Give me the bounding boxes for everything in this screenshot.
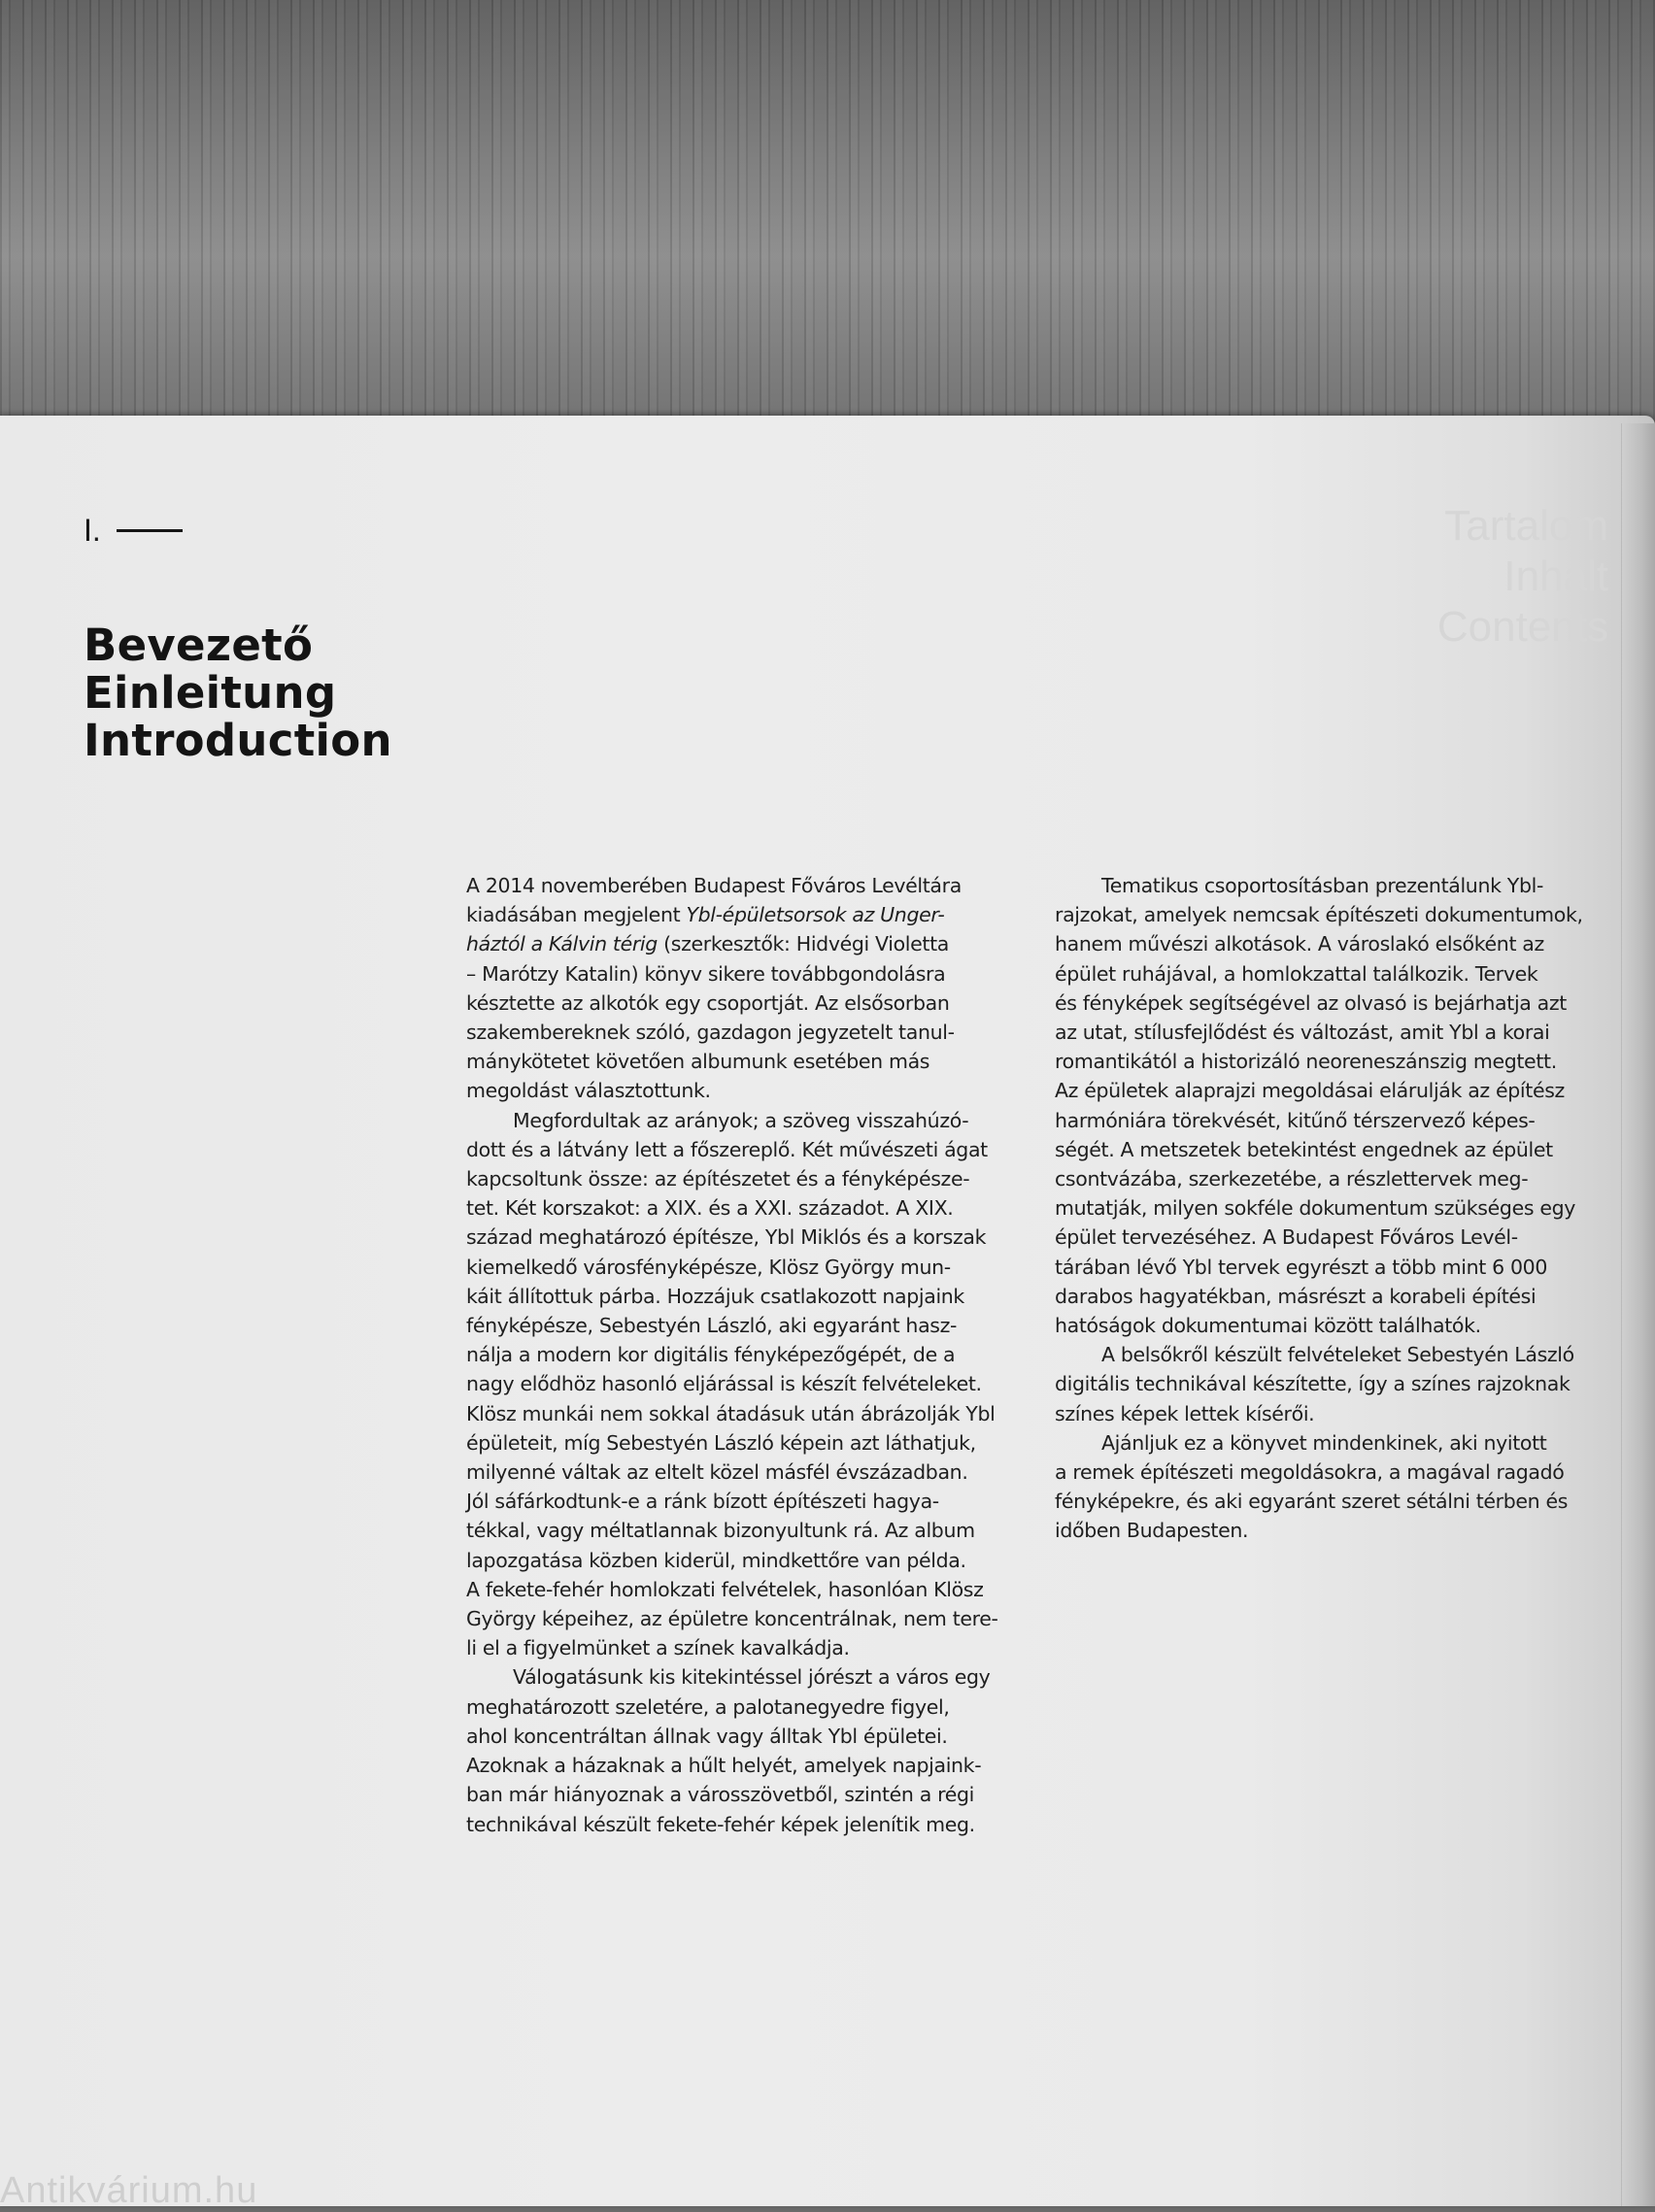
text-column-right [1055, 871, 1610, 1546]
title-english: Introduction [84, 715, 392, 766]
book-title-italic: háztól a Kálvin térig [466, 932, 658, 956]
text-line: Ajánljuk ez a könyvet mindenkinek, aki nyitott [1101, 1430, 1547, 1455]
text-line: darabos hagyatékban, másrészt a korabeli építési [1055, 1284, 1537, 1308]
title-hungarian: Bevezető [84, 620, 314, 671]
chapter-title [84, 621, 392, 764]
text-line: dott és a látvány lett a főszereplő. Két művészeti ágat [466, 1137, 988, 1161]
text-line: tékkal, vagy méltatlannak bizonyultunk rá. Az album [466, 1519, 975, 1543]
paragraph [466, 871, 1030, 1106]
text-line: század meghatározó építésze, Ybl Miklós és a korszak [466, 1225, 987, 1250]
text-line: mutatják, milyen sokféle dokumentum szükséges egy [1055, 1196, 1576, 1221]
text-line: Válogatásunk kis kitekintéssel jórészt a város egy [513, 1665, 991, 1690]
title-german: Einleitung [84, 667, 337, 719]
text-line: nagy elődhöz hasonló eljárással is készít felvételeket. [466, 1372, 982, 1396]
text-line: li el a figyelmünket a színek kavalkádja. [466, 1636, 850, 1660]
text-line [466, 900, 1030, 929]
text-line [466, 929, 1030, 958]
chapter-marker [84, 513, 183, 549]
text-line: káit állítottuk párba. Hozzájuk csatlakozott napjaink [466, 1284, 964, 1308]
text-line: kapcsoltunk össze: az építészetet és a fényképésze- [466, 1167, 970, 1191]
chapter-number: I. [84, 513, 101, 548]
text-line: meghatározott szeletére, a palotanegyedre figyel, [466, 1694, 950, 1719]
text-line: Tematikus csoportosításban prezentálunk Ybl- [1101, 874, 1544, 897]
text-line: Az épületek alaprajzi megoldásai elárulják az építész [1055, 1079, 1565, 1103]
paragraph [466, 1662, 1030, 1838]
text-line: milyenné váltak az eltelt közel másfél évszázadban. [466, 1460, 968, 1485]
text-line: György képeihez, az épületre koncentrálnak, nem tere- [466, 1607, 998, 1631]
text-line: Megfordultak az arányok; a szöveg visszahúzó- [513, 1108, 969, 1132]
text-line: fényképekre, és aki egyaránt szeret sétálni térben és [1055, 1490, 1569, 1514]
show-through-text [1424, 501, 1608, 653]
text-fragment: kiadásában megjelent [466, 903, 687, 927]
page-edge [1621, 423, 1655, 2206]
text-line: színes képek lettek kísérői. [1055, 1401, 1315, 1425]
text-line: és fényképek segítségével az olvasó is bejárhatja azt [1055, 990, 1567, 1015]
text-line: az utat, stílusfejlődést és változást, amit Ybl a korai [1055, 1021, 1550, 1045]
text-line: Jól sáfárkodtunk-e a ránk bízott építészeti hagya- [466, 1490, 939, 1514]
text-line: fényképésze, Sebestyén László, aki egyaránt hasz- [466, 1314, 958, 1338]
watermark: Antikvárium.hu [0, 2170, 258, 2211]
text-line: romantikától a historizáló neoreneszánszig megtett. [1055, 1050, 1557, 1074]
text-line: ségét. A metszetek betekintést engednek az épület [1055, 1137, 1553, 1161]
text-line: hatóságok dokumentumai között találhatók. [1055, 1314, 1481, 1338]
text-line: lapozgatása közben kiderül, mindkettőre van példa. [466, 1548, 966, 1572]
paragraph [466, 1106, 1030, 1663]
text-line: hanem művészi alkotások. A városlakó elsőként az [1055, 932, 1544, 956]
ghost-line: Contents [1436, 603, 1608, 651]
text-line: megoldást választottunk. [466, 1079, 711, 1103]
text-line: ahol koncentráltan állnak vagy álltak Ybl épületei. [466, 1724, 948, 1748]
paragraph [1055, 1340, 1610, 1428]
ghost-line: Inhalt [1503, 553, 1608, 600]
text-line: rajzokat, amelyek nemcsak építészeti dokumentumok, [1055, 903, 1583, 927]
text-line: A belsőkről készült felvételeket Sebestyén László [1101, 1343, 1574, 1367]
text-line: épület tervezéséhez. A Budapest Főváros Levél- [1055, 1225, 1518, 1250]
text-line: tet. Két korszakot: a XIX. és a XXI. századot. A XIX. [466, 1196, 954, 1221]
text-line: csontvázába, szerkezetébe, a részlettervek meg- [1055, 1167, 1529, 1191]
text-line: A fekete-fehér homlokzati felvételek, hasonlóan Klösz [466, 1577, 984, 1601]
text-line: szakembereknek szóló, gazdagon jegyzetelt tanul- [466, 1021, 955, 1045]
text-line: digitális technikával készítette, így a színes rajzoknak [1055, 1372, 1571, 1396]
text-line: időben Budapesten. [1055, 1519, 1249, 1543]
text-line: épület ruhájával, a homlokzattal találkozik. Tervek [1055, 961, 1538, 986]
text-line: kiemelkedő városfényképésze, Klösz György mun- [466, 1255, 951, 1279]
text-line: nálja a modern kor digitális fényképezőgépét, de a [466, 1343, 956, 1367]
text-line: ban már hiányoznak a városszövetből, szintén a régi [466, 1783, 975, 1807]
text-line: technikával készült fekete-fehér képek jelenítik meg. [466, 1812, 975, 1836]
text-line: a remek építészeti megoldásokra, a magával ragadó [1055, 1460, 1565, 1485]
ghost-line: Tartalom [1444, 502, 1608, 550]
book-title-italic: Ybl-épületsorsok az Unger- [686, 903, 945, 927]
paragraph [1055, 871, 1610, 1340]
chapter-rule [117, 529, 183, 532]
paragraph [1055, 1428, 1610, 1546]
text-line: – Marótzy Katalin) könyv sikere továbbgondolásra [466, 961, 946, 986]
text-line: Azoknak a házaknak a hűlt helyét, amelyek napjaink- [466, 1754, 982, 1778]
text-fragment: (szerkesztők: Hidvégi Violetta [657, 932, 950, 956]
text-line: A 2014 novemberében Budapest Főváros Levéltára [466, 874, 962, 897]
text-line: épületeit, míg Sebestyén László képein azt láthatjuk, [466, 1430, 976, 1455]
text-line: Klösz munkái nem sokkal átadásuk után ábrázolják Ybl [466, 1401, 996, 1425]
text-line: tárában lévő Ybl tervek egyrészt a több mint 6 000 [1055, 1255, 1548, 1279]
text-column-left [466, 871, 1030, 1839]
wooden-desk-background [0, 0, 1655, 427]
text-line: harmóniára törekvését, kitűnő térszervező képes- [1055, 1108, 1536, 1132]
text-line: késztette az alkotók egy csoportját. Az elsősorban [466, 990, 950, 1015]
text-line: mánykötetet követően albumunk esetében más [466, 1050, 930, 1074]
